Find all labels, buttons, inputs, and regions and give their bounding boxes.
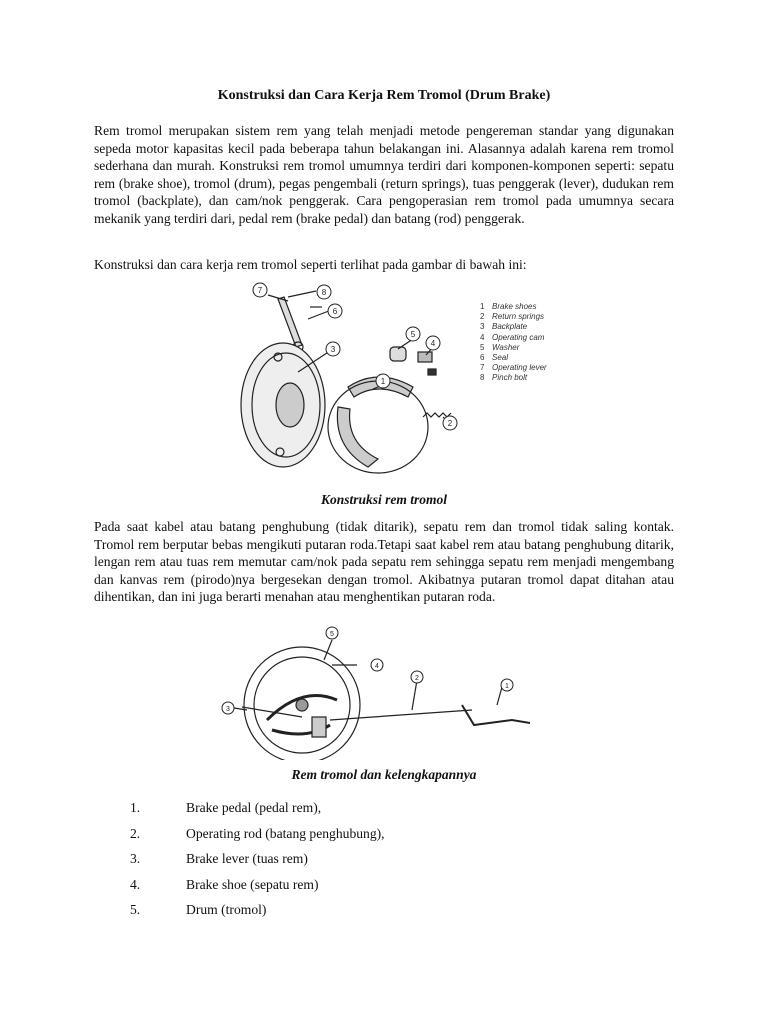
drum-brake-linkage-diagram — [212, 625, 530, 760]
svg-text:2: 2 — [415, 675, 419, 682]
svg-text:2: 2 — [447, 419, 453, 428]
callout-1 — [501, 679, 513, 691]
brake-pedal-part — [462, 705, 530, 725]
callout-4 — [371, 659, 383, 671]
callout-3 — [222, 702, 234, 714]
operating-rod-part — [330, 710, 472, 720]
legend-item: 2 Return springs — [480, 312, 545, 322]
list-item: 2. Operating rod (batang penghubung), — [130, 825, 385, 841]
callout-2 — [443, 416, 457, 430]
svg-text:6: 6 — [332, 307, 338, 316]
figure1-caption: Konstruksi rem tromol — [320, 492, 448, 507]
operating-cam-part — [418, 352, 432, 362]
callout-5 — [406, 327, 420, 341]
paragraph-intro: Rem tromol merupakan sistem rem yang telah menjadi metode pengereman standar yang digunakan sepeda motor kapasitas kecil pada beberapa tahun belakangan ini. Alasannya adalah karena rem tromol sederhana dan murah. Konstruksi rem tromol umumnya terdiri dari komponen-komponen seperti: sepatu rem (brake shoe), tromol (drum), pegas pengembali (return springs), tuas penggerak (lever), dudukan rem tromol (backplate), dan cam/nok penggerak. Cara pengoperasian rem tromol pada umumnya secara mekanik yang terdiri dari, pedal rem (brake pedal) dan batang (rod) penggerak. — [94, 123, 674, 226]
callout-8 — [317, 285, 331, 299]
callout-3 — [326, 342, 340, 356]
brake-shoe-lower — [337, 407, 378, 467]
svg-text:5: 5 — [330, 631, 334, 638]
svg-text:5: 5 — [410, 330, 416, 339]
document-title: Konstruksi dan Cara Kerja Rem Tromol (Drum Brake) — [217, 88, 551, 103]
legend-item: 8 Pinch bolt — [480, 373, 528, 383]
svg-text:1: 1 — [380, 377, 386, 386]
list-item: 1. Brake pedal (pedal rem), — [130, 800, 322, 815]
legend-item: 6 Seal — [480, 353, 509, 363]
legend-item: 7 Operating lever — [480, 363, 547, 373]
svg-text:7: 7 — [257, 286, 263, 295]
svg-text:1: 1 — [505, 683, 509, 690]
figure1-legend — [480, 302, 547, 384]
washer-part — [390, 347, 406, 361]
paragraph-operation: Pada saat kabel atau batang penghubung (tidak ditarik), sepatu rem dan tromol tidak saling kontak. Tromol rem berputar bebas mengikuti putaran roda.Tetapi saat kabel rem atau batang penghubung ditarik, lengan rem atau tuas rem memutar cam/nok pada sepatu rem sehingga sepatu rem menjadi mengembang dan kanvas rem (pirodo)nya bergesekan dengan tromol. Akibatnya putaran tromol dapat ditahan atau dihentikan, dan ini juga berarti menahan atau menghentikan putaran roda. — [94, 519, 674, 604]
svg-text:4: 4 — [375, 663, 379, 670]
callout-1 — [376, 374, 390, 388]
svg-text:3: 3 — [330, 345, 336, 354]
callout-5 — [326, 627, 338, 639]
svg-text:4: 4 — [430, 339, 436, 348]
list-item: 4. Brake shoe (sepatu rem) — [130, 876, 319, 892]
list-item: 5. Drum (tromol) — [130, 902, 267, 917]
legend-item: 3 Backplate — [480, 322, 528, 332]
callout-2 — [411, 671, 423, 683]
callout-4 — [426, 336, 440, 350]
legend-item: 4 Operating cam — [480, 332, 545, 342]
paragraph-figure-intro: Konstruksi dan cara kerja rem tromol seperti terlihat pada gambar di bawah ini: — [94, 257, 527, 272]
operating-lever-part — [278, 297, 302, 347]
list-item: 3. Brake lever (tuas rem) — [130, 851, 308, 866]
legend-item: 5 Washer — [480, 342, 520, 352]
figure2-caption: Rem tromol dan kelengkapannya — [291, 767, 477, 782]
svg-text:8: 8 — [321, 288, 327, 297]
callout-6 — [328, 304, 342, 318]
legend-item: 1 Brake shoes — [480, 302, 537, 311]
parts-list — [130, 800, 385, 928]
svg-text:3: 3 — [226, 706, 230, 713]
callout-7 — [253, 283, 267, 297]
